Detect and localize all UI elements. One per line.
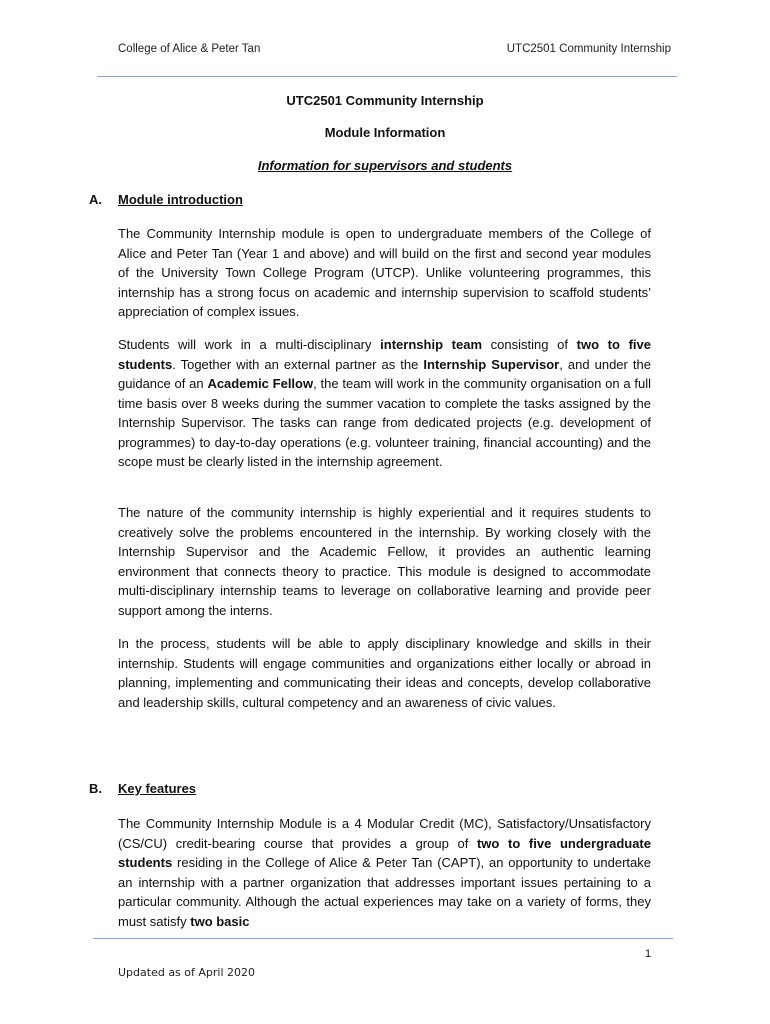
text-run: The Community Internship Module is a 4 Modular Credit (MC), Satisfactory/Unsatisfactory (CS/CU) credit-bearing course that provides a group of xyxy=(118,816,651,851)
bold-run: internship team xyxy=(380,337,483,352)
running-header-left: College of Alice & Peter Tan xyxy=(118,43,261,55)
section-a-paragraph-3: The nature of the community internship is highly experiential and it requires students to creatively solve the problems encountered in the internship. By working closely with the Internship Supervisor and the Academic Fellow, it provides an authentic learning environment that connects theory to practice. This module is designed to accommodate multi-disciplinary internship teams to leverage on collaborative learning and provide peer support among the interns. xyxy=(118,505,651,618)
bold-run: two basic xyxy=(190,913,250,929)
updated-date: Updated as of April 2020 xyxy=(118,966,256,979)
running-header-right: UTC2501 Community Internship xyxy=(506,43,671,55)
section-a-letter: A. xyxy=(89,192,102,207)
text-run: , and under the guidance of an xyxy=(118,356,651,391)
text-run: residing in the College of Alice & Peter Tan (CAPT), an opportunity to undertake an internship with a partner organization that addresses important issues pertaining to a particular community. Although the actual experiences may take on a variety of forms, they must satisfy xyxy=(118,855,651,929)
bold-run: Internship Supervisor xyxy=(423,356,560,372)
section-a-paragraph-1: The Community Internship module is open to undergraduate members of the College of Alice and Peter Tan (Year 1 and above) and will build on the first and second year modules of the University Town College Program (UTCP). Unlike volunteering programmes, this internship has a strong focus on academic and internship supervision to scaffold students’ appreciation of complex issues. xyxy=(118,226,651,319)
text-run: consisting of xyxy=(482,337,577,352)
section-b-title: Key features xyxy=(118,781,197,796)
footer-rule xyxy=(93,938,673,939)
text-run: . Together with an external partner as the xyxy=(172,356,424,372)
bold-run: Academic Fellow xyxy=(207,376,314,391)
document-subtitle: Module Information xyxy=(324,125,446,140)
section-b-letter: B. xyxy=(89,781,102,796)
bold-run: two to five undergraduate students xyxy=(118,835,651,870)
header-rule xyxy=(97,76,677,77)
text-run: Students will work in a multi-disciplinary xyxy=(118,337,381,352)
section-a-paragraph-4: In the process, students will be able to apply disciplinary knowledge and skills in their internship. Students will engage communities and organizations either locally or abroad in planning, implementing and communicating their ideas and concepts, develop collaborative and leadership skills, cultural competency and an awareness of civic values. xyxy=(118,636,651,710)
audience-heading: Information for supervisors and students xyxy=(257,158,513,173)
page-number: 1 xyxy=(645,948,652,960)
section-b-paragraph-1 xyxy=(118,814,651,931)
section-a-title: Module introduction xyxy=(118,192,243,207)
bold-run: two to five students xyxy=(118,337,652,372)
document-title: UTC2501 Community Internship xyxy=(286,93,484,108)
text-run: , the team will work in the community organisation on a full time basis over 8 weeks during the summer vacation to complete the tasks assigned by the Internship Supervisor. The tasks can range from dedicated projects (e.g. development of programmes) to day-to-day operations (e.g. volunteer training, financial accounting) and the scope must be clearly listed in the internship agreement. xyxy=(118,376,651,469)
section-a-paragraph-2 xyxy=(118,335,651,472)
